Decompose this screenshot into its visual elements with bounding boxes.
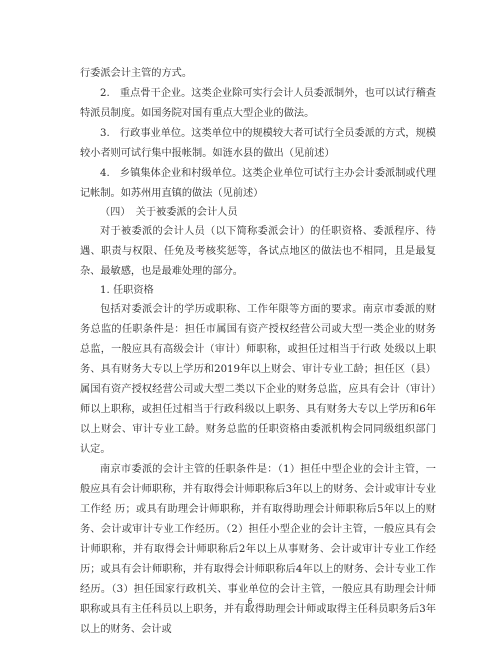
section-heading-4: （四） 关于被委派的会计人员 — [100, 207, 238, 218]
paragraph-item-2: 2. 重点骨干企业。这类企业除可实行会计人员委派制外，也可以试行稽查特派员制度。如国务院对国有重点大型企业的做法。 — [80, 88, 436, 119]
paragraph-intro: 对于被委派的会计人员（以下简称委派会计）的任职资格、委派程序、待遇、职责与权限、任免及考核奖惩等，各试点地区的做法也不相同，且是最复杂、最敏感，也是最难处理的部分。 — [80, 226, 436, 277]
paragraph-accounting-head: 南京市委派的会计主管的任职条件是：（1）担任中型企业的会计主管，一般应具有会计师职称，并有取得会计师职称后3年以上的财务、会计或审计专业工作经 历；或具有助理会计师职称，并有取得助理会计师职称后5年以上的财务、会计或审计专业工作经历。（2）担任小型企业的会计主管，一般应具有会计师职称，并有取得会计师职称后2年以上从事财务、会计或审计专业工作经历；或具有会计师职称，并有取得会计师职称后4年以上的财务、会计专业工作经历。（3）担任国家行政机关、事业单位的会计主管，一般应具有助理会计师职称或具有主任科员以上职务，并有取得助理会计师或取得主任科员职务后3年以上的财务、会计或 — [80, 464, 436, 635]
paragraph-finance-director: 包括对委派会计的学历或职称、工作年限等方面的要求。南京市委派的财务总监的任职条件是：担任市属国有资产授权经营公司或大型一类企业的财务总监，一般应具有高级会计（审计）师职称，或担任过相当于行政 处级以上职务、具有财务大专以上学历和2019年以上财会、审计专业工龄；担任区（县）属国有资产授权经营公司或大型二类以下企业的财务总监，应具有会计（审计）师以上职称，或担任过相当于行政科级以上职务、具有财务大专以上学历和6年以上财会、审计专业工龄。财务总监的任职资格由委派机构会同同级组织部门认定。 — [80, 304, 436, 455]
document-body — [80, 64, 436, 640]
paragraph-item-4: 4. 乡镇集体企业和村级单位。这类企业单位可试行主办会计委派制或代理记帐制。如苏州用直镇的做法（见前述） — [80, 168, 436, 199]
subheading-qualifications: 1. 任职资格 — [100, 285, 154, 296]
paragraph-continuation: 行委派会计主管的方式。 — [80, 68, 193, 79]
paragraph-item-3: 3. 行政事业单位。这类单位中的规模较大者可试行全员委派的方式，规模较小者则可试行集中报帐制。如涟水县的做出（见前述） — [80, 128, 436, 159]
page-number: 6 — [247, 597, 253, 606]
